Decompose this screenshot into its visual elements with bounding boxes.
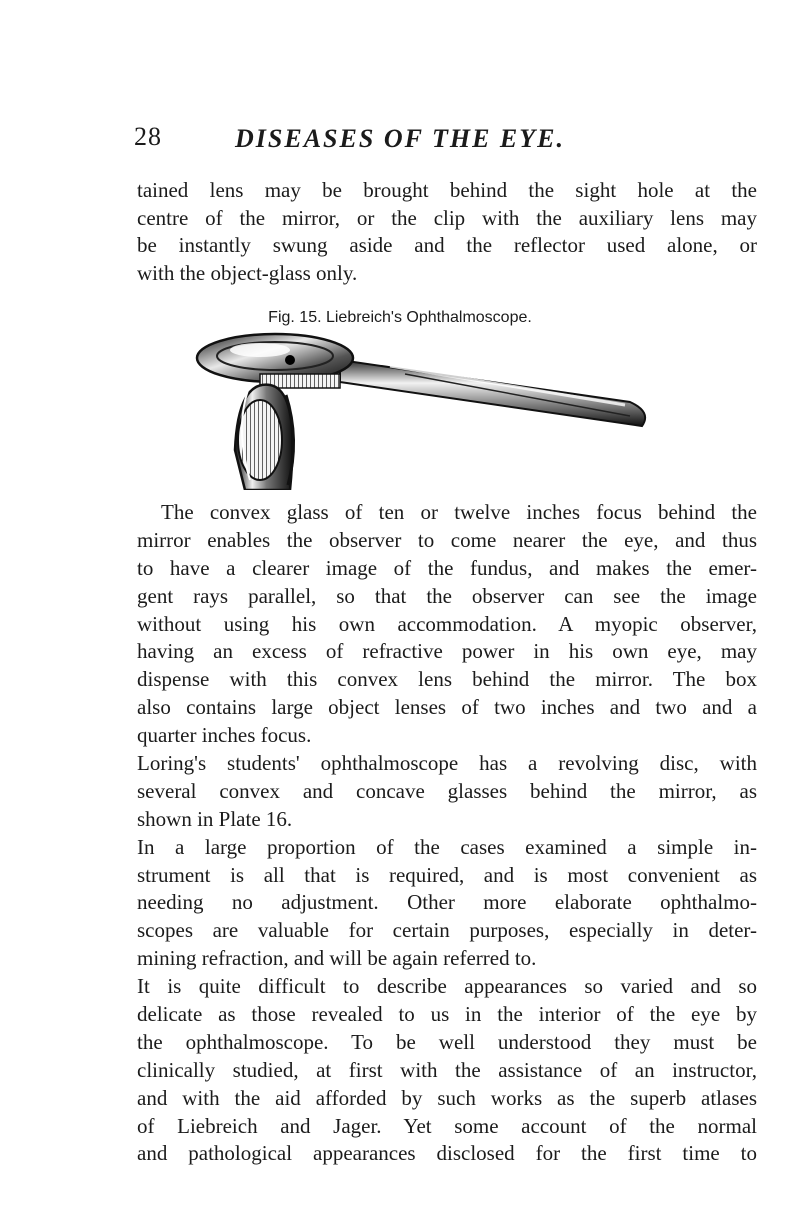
text-line: tained lens may be brought behind the sight hole at the xyxy=(137,178,757,202)
main-text xyxy=(137,499,757,1168)
figure-caption: Fig. 15. Liebreich's Ophthalmoscope. xyxy=(268,309,532,326)
text-line: and pathological appearances disclosed for the first time to xyxy=(137,1141,757,1166)
text-line: scopes are valuable for certain purposes, especially in deter- xyxy=(137,918,757,943)
running-head: DISEASES OF THE EYE. xyxy=(235,124,565,153)
text-line: be instantly swung aside and the reflector used alone, or xyxy=(137,233,757,258)
text-line: and with the aid afforded by such works as the superb atlases xyxy=(137,1085,757,1110)
page-header xyxy=(0,122,800,162)
text-line: The convex glass of ten or twelve inches focus behind the xyxy=(161,500,757,524)
text-line: needing no adjustment. Other more elaborate ophthalmo- xyxy=(137,890,757,915)
text-line: Loring's students' ophthalmoscope has a revolving disc, with xyxy=(137,751,757,776)
text-line: also contains large object lenses of two inches and two and a xyxy=(137,695,757,720)
text-line: to have a clearer image of the fundus, and makes the emer- xyxy=(137,555,757,580)
intro-paragraph xyxy=(137,177,757,287)
text-line: shown in Plate 16. xyxy=(137,806,293,831)
ophthalmoscope-illustration-icon xyxy=(190,330,660,490)
text-line: without using his own accommodation. A myopic observer, xyxy=(137,611,757,636)
text-line: quarter inches focus. xyxy=(137,723,312,748)
text-line: dispense with this convex lens behind the mirror. The box xyxy=(137,667,757,692)
page-number: 28 xyxy=(134,122,162,151)
text-line: In a large proportion of the cases examined a simple in- xyxy=(137,834,757,859)
text-line: gent rays parallel, so that the observer can see the image xyxy=(137,583,757,608)
text-line: mining refraction, and will be again referred to. xyxy=(137,946,537,971)
text-line: It is quite difficult to describe appearances so varied and so xyxy=(137,974,757,999)
text-line: delicate as those revealed to us in the interior of the eye by xyxy=(137,1002,757,1027)
ophthalmoscope-figure xyxy=(190,330,660,490)
text-line: having an excess of refractive power in his own eye, may xyxy=(137,639,757,664)
text-line: of Liebreich and Jager. Yet some account of the normal xyxy=(137,1113,757,1138)
text-line: with the object-glass only. xyxy=(137,260,358,285)
text-line: the ophthalmoscope. To be well understood they must be xyxy=(137,1029,757,1054)
text-line: mirror enables the observer to come nearer the eye, and thus xyxy=(137,527,757,552)
text-line: strument is all that is required, and is most convenient as xyxy=(137,862,757,887)
text-line: centre of the mirror, or the clip with the auxiliary lens may xyxy=(137,205,757,230)
text-line: several convex and concave glasses behind the mirror, as xyxy=(137,778,757,803)
text-line: clinically studied, at first with the assistance of an instructor, xyxy=(137,1057,757,1082)
